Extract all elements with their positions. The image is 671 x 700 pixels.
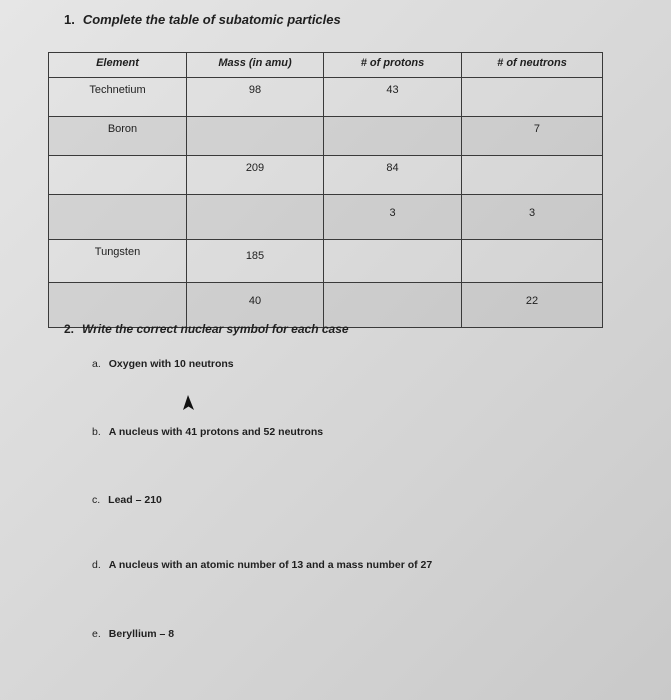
cell-neutrons <box>462 156 603 195</box>
subquestion-letter: c. <box>92 494 101 506</box>
cell-element <box>49 283 187 328</box>
subquestion-letter: b. <box>92 426 101 438</box>
cell-neutrons: 7 <box>462 117 603 156</box>
subquestion-d <box>92 559 432 571</box>
header-element: Element <box>49 53 187 78</box>
question-1-number: 1. <box>64 12 75 27</box>
subquestion-text: A nucleus with 41 protons and 52 neutrons <box>108 426 324 438</box>
subquestion-text: Beryllium – 8 <box>108 628 175 640</box>
cell-mass: 185 <box>187 240 324 283</box>
cell-element: Boron <box>49 117 187 156</box>
cell-mass <box>187 117 324 156</box>
header-neutrons: # of neutrons <box>462 53 603 78</box>
subquestion-a <box>92 358 234 370</box>
table-header-row <box>49 53 603 78</box>
cell-neutrons <box>462 78 603 117</box>
subquestion-c <box>92 494 162 506</box>
mouse-pointer-icon <box>180 394 196 417</box>
cell-protons <box>324 283 462 328</box>
subquestion-letter: e. <box>92 628 101 640</box>
cell-mass: 40 <box>187 283 324 328</box>
cell-mass: 98 <box>187 78 324 117</box>
cell-element: Tungsten <box>49 240 187 283</box>
cell-protons <box>324 240 462 283</box>
subquestion-letter: a. <box>92 358 101 370</box>
question-2-title <box>64 322 349 336</box>
table-row <box>49 117 603 156</box>
subquestion-text: Lead – 210 <box>108 494 162 506</box>
header-protons: # of protons <box>324 53 462 78</box>
subquestion-letter: d. <box>92 559 101 571</box>
cell-protons: 84 <box>324 156 462 195</box>
cell-protons: 3 <box>324 195 462 240</box>
cell-mass <box>187 195 324 240</box>
cell-element <box>49 156 187 195</box>
cell-neutrons: 22 <box>462 283 603 328</box>
cell-element: Technetium <box>49 78 187 117</box>
question-2-number: 2. <box>64 322 75 336</box>
question-1-title <box>64 12 341 27</box>
subquestion-e <box>92 628 174 640</box>
subquestion-text: A nucleus with an atomic number of 13 and a mass number of 27 <box>108 559 433 571</box>
table-row <box>49 78 603 117</box>
subatomic-particles-table <box>48 52 603 328</box>
cell-protons <box>324 117 462 156</box>
table-row <box>49 240 603 283</box>
cell-element <box>49 195 187 240</box>
cell-neutrons <box>462 240 603 283</box>
question-1-text: Complete the table of subatomic particles <box>82 12 341 27</box>
cell-protons: 43 <box>324 78 462 117</box>
table-row <box>49 156 603 195</box>
header-mass: Mass (in amu) <box>187 53 324 78</box>
subquestion-b <box>92 426 323 438</box>
subquestion-text: Oxygen with 10 neutrons <box>108 358 234 370</box>
cell-neutrons: 3 <box>462 195 603 240</box>
table-row <box>49 283 603 328</box>
question-2-text: Write the correct nuclear symbol for each case <box>82 322 349 336</box>
table-row <box>49 195 603 240</box>
cell-mass: 209 <box>187 156 324 195</box>
